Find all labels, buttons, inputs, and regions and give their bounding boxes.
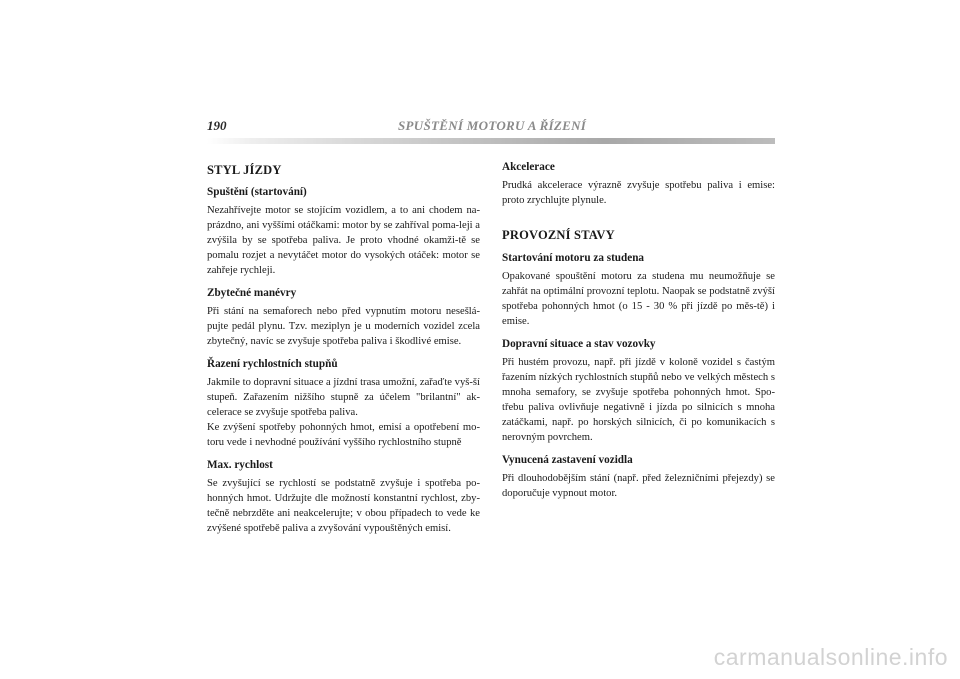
subhead-akcelerace: Akcelerace: [502, 161, 555, 173]
subhead-zbytecne-manevry: Zbytečné manévry: [207, 287, 297, 299]
header-rule: [207, 138, 775, 144]
left-column: [207, 158, 480, 539]
paragraph-startovani-za-studena: Opakované spouštění motoru za studena mu neumožňuje se zahřát na optimální provozní teplotu. Naopak se podstatně zvýší spotřeba pohonných hmot (o 15 - 30 % při jízdě po měs-tě) i emise.: [502, 271, 775, 327]
subhead-spusteni: Spuštění (startování): [207, 186, 307, 198]
subhead-vynucena-zastaveni: Vynucená zastavení vozidla: [502, 454, 633, 466]
subhead-razeni: Řazení rychlostních stupňů: [207, 358, 338, 370]
paragraph-razeni-2: Ke zvýšení spotřeby pohonných hmot, emisí a opotřebení mo-toru vede i nevhodné používání vyššího rychlostního stupně: [207, 422, 480, 448]
paragraph-dopravni-situace: Při hustém provozu, např. při jízdě v koloně vozidel s častým řazením nízkých rychlostních stupňů nebo ve velkých městech s mnoha semafory, se zvyšuje spotřeba pohonných hmot. Spo-třebu paliva ovlivňuje negativně i jízda po silnicích s mnoha zatáčkami, např. po horských silnicích, či po komunikacích s nerovným povrchem.: [502, 357, 775, 443]
subhead-max-rychlost: Max. rychlost: [207, 459, 273, 471]
paragraph-zbytecne-manevry: Při stání na semaforech nebo před vypnutím motoru nesešlá-pujte pedál plynu. Tzv. meziplyn je u moderních vozidel zcela zbytečný, navíc se zvyšuje spotřeba paliva i škodlivé emise.: [207, 306, 480, 347]
section-title-styl-jizdy: STYL JÍZDY: [207, 163, 282, 177]
paragraph-razeni-1: Jakmile to dopravní situace a jízdní trasa umožní, zařaďte vyš-ší stupeň. Zařazením nižšího stupně za účelem "brilantní" ak-celerace se zvyšuje spotřeba paliva.: [207, 377, 480, 418]
section-title-provozni-stavy: PROVOZNÍ STAVY: [502, 228, 615, 242]
watermark: carmanualsonline.info: [713, 644, 948, 670]
running-title: SPUŠTĚNÍ MOTORU A ŘÍZENÍ: [398, 118, 587, 133]
subhead-dopravni-situace: Dopravní situace a stav vozovky: [502, 338, 656, 350]
paragraph-max-rychlost: Se zvyšující se rychlostí se podstatně zvyšuje i spotřeba po-honných hmot. Udržujte dle možností konstantní rychlost, zby-tečně nebrzděte ani neakcelerujte; v obou případech to vede ke zvýšené spotřebě paliva a zvyšování vypouštěných emisí.: [207, 478, 480, 534]
page-number: 190: [207, 118, 227, 133]
paragraph-spusteni: Nezahřívejte motor se stojícím vozidlem, a to ani chodem na-prázdno, ani vyššími otáčkami: motor by se zahříval poma-leji a zvýšila by se spotřeba paliva. Je proto vhodné okamži-tě se pomalu rozjet a nevytáčet motor do vysokých otáček: motor se zahřeje rychleji.: [207, 205, 480, 276]
paragraph-akcelerace: Prudká akcelerace výrazně zvyšuje spotřebu paliva i emise: proto zrychlujte plynule.: [502, 180, 775, 206]
paragraph-vynucena-zastaveni: Při dlouhodobějším stání (např. před železničními přejezdy) se doporučuje vypnout motor.: [502, 473, 775, 499]
subhead-startovani-za-studena: Startování motoru za studena: [502, 252, 645, 264]
right-column: [502, 158, 775, 504]
